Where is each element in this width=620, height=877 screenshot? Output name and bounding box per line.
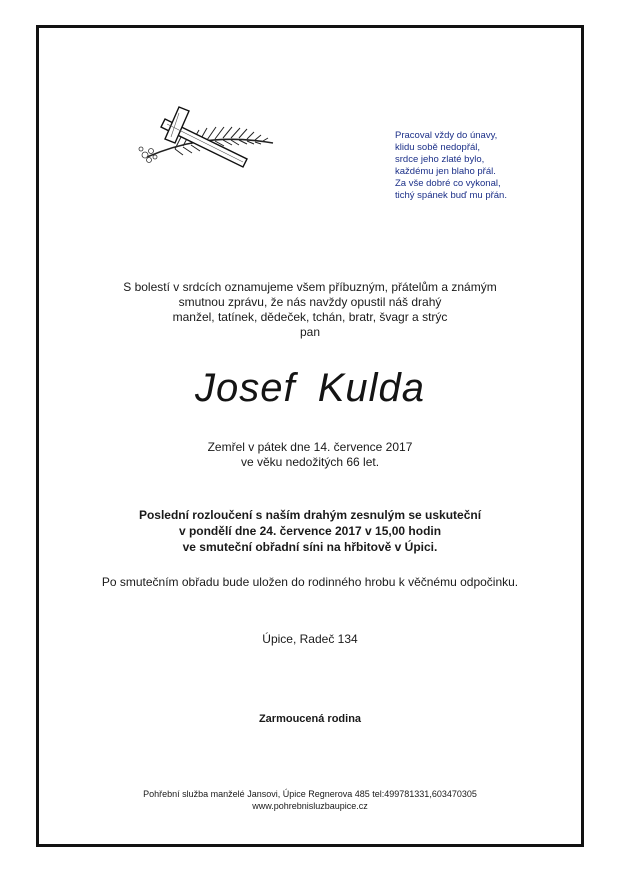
farewell-line: Poslední rozloučení s naším drahým zesnulým se uskuteční: [138, 508, 482, 522]
intro-line: smutnou zprávu, že nás navždy opustil náš drahý: [178, 295, 442, 309]
deceased-name: Josef Kulda: [194, 366, 426, 410]
cross-palm-icon: [135, 105, 280, 173]
death-details: [0, 440, 620, 470]
burial-note: Po smutečním obřadu bude uložen do rodinného hrobu k věčnému odpočinku.: [101, 575, 519, 589]
intro-line: S bolestí v srdcích oznamujeme všem příbuzným, přátelům a známým: [123, 280, 497, 294]
death-line: ve věku nedožitých 66 let.: [240, 455, 380, 469]
poem-line: srdce jeho zlaté bylo,: [395, 154, 485, 165]
address: Úpice, Radeč 134: [262, 632, 358, 646]
farewell-line: v pondělí dne 24. července 2017 v 15,00 hodin: [178, 524, 442, 538]
farewell-details: [0, 507, 620, 555]
memorial-poem: [395, 130, 555, 202]
death-line: Zemřel v pátek dne 14. července 2017: [207, 440, 413, 454]
mourners-signature: Zarmoucená rodina: [258, 713, 362, 725]
announcement-intro: [0, 280, 620, 340]
poem-line: Pracoval vždy do únavy,: [395, 130, 498, 141]
intro-line: manžel, tatínek, dědeček, tchán, bratr, švagr a strýc: [172, 310, 448, 324]
footer-contact: Pohřební služba manželé Jansovi, Úpice Regnerova 485 tel:499781331,603470305: [143, 789, 477, 799]
poem-line: každému jen blaho přál.: [395, 166, 496, 177]
poem-line: tichý spánek buď mu přán.: [395, 190, 507, 201]
poem-line: klidu sobě nedopřál,: [395, 142, 481, 153]
funeral-service-footer: [0, 788, 620, 812]
intro-line: pan: [299, 325, 321, 339]
poem-line: Za vše dobré co vykonal,: [395, 178, 501, 189]
farewell-line: ve smuteční obřadní síni na hřbitově v Úpici.: [182, 540, 438, 554]
footer-website-link[interactable]: www.pohrebnisluzbaupice.cz: [252, 801, 368, 811]
